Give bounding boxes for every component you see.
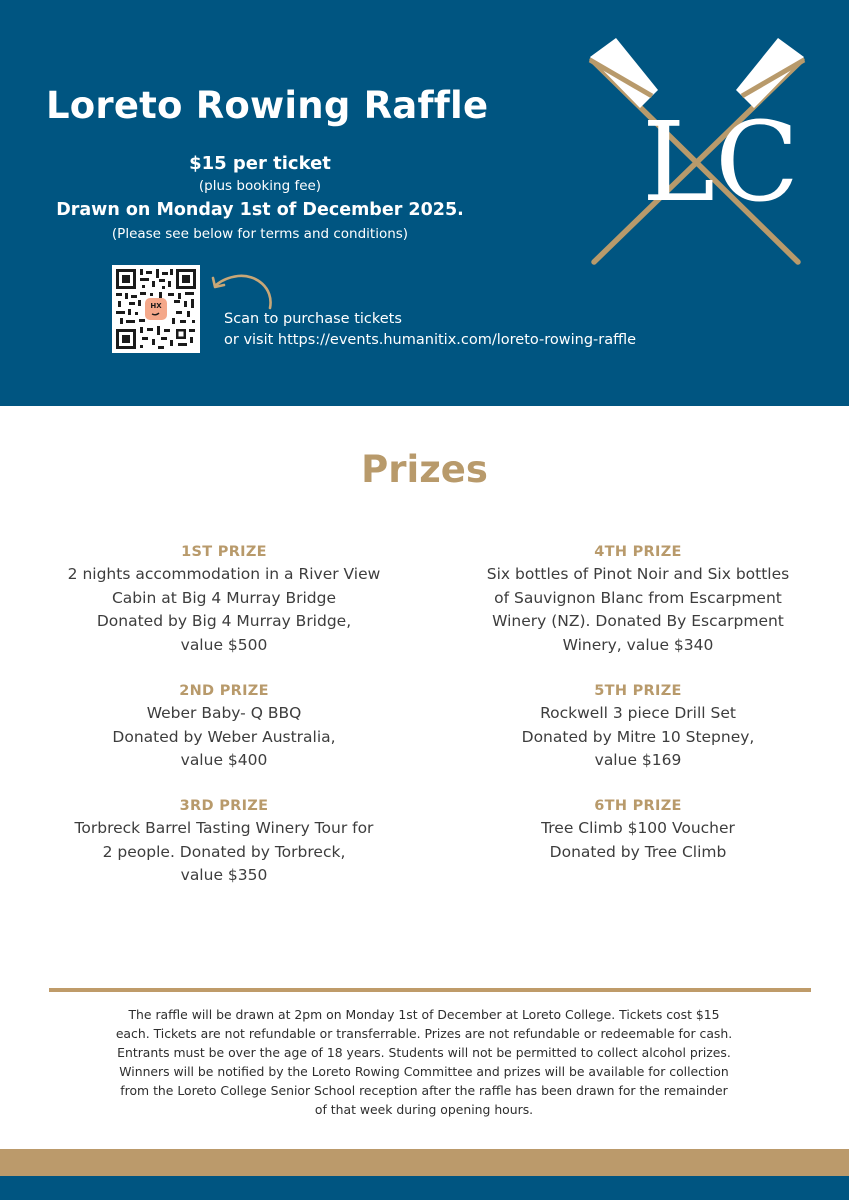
prize-item — [448, 795, 828, 864]
draw-date: Drawn on Monday 1st of December 2025. — [56, 200, 464, 220]
logo-monogram: LC — [642, 98, 800, 226]
prize-description: 2 nights accommodation in a River View Cabin at Big 4 Murray Bridge Donated by Big 4 Murray Bridge, value $500 — [67, 565, 381, 655]
prize-item — [34, 680, 414, 773]
scan-line: Scan to purchase tickets — [224, 311, 402, 327]
prize-description: Weber Baby- Q BBQ Donated by Weber Australia, value $400 — [112, 703, 336, 770]
qr-badge-text: HX — [150, 302, 162, 310]
prizes-column-right — [448, 541, 828, 886]
prize-label: 5TH PRIZE — [594, 682, 682, 699]
prize-label: 4TH PRIZE — [594, 544, 682, 560]
prize-description: Six bottles of Pinot Noir and Six bottles of Sauvignon Blanc from Escarpment Winery (NZ). Donated By Escarpment Winery, value $340 — [486, 565, 790, 655]
prize-item — [34, 795, 414, 888]
prize-description: Torbreck Barrel Tasting Winery Tour for 2 people. Donated by Torbreck, value $350 — [74, 818, 374, 885]
prize-label: 2ND PRIZE — [179, 682, 269, 699]
terms-and-conditions: The raffle will be drawn at 2pm on Monday 1st of December at Loreto College. Tickets cost $15 each. Tickets are not refundable or transferrable. Prizes are not refundable or redeemable for cash. Entrants must be over the age of 18 years. Students will not be permitted to collect alcohol prizes. Winners will be notified by the Loreto Rowing Committee and prizes will be available for collection from the Loreto College Senior School reception after the raffle has been drawn for the remainder of that week during opening hours. — [115, 1007, 733, 1118]
section-divider — [49, 988, 811, 992]
prize-item — [448, 680, 828, 773]
prizes-column-left — [34, 541, 414, 910]
page-title: Loreto Rowing Raffle — [46, 84, 489, 127]
scan-instructions — [224, 309, 636, 351]
curved-arrow-icon — [208, 268, 278, 310]
prize-item — [448, 541, 828, 658]
prize-label: 3RD PRIZE — [179, 797, 269, 814]
prize-label: 6TH PRIZE — [594, 797, 682, 814]
ticket-info — [40, 152, 480, 244]
prize-description: Tree Climb $100 Voucher Donated by Tree Climb — [541, 818, 735, 861]
qr-code[interactable] — [112, 265, 200, 353]
ticket-url-link[interactable]: or visit https://events.humanitix.com/loreto-rowing-raffle — [224, 332, 637, 348]
footer-gold-band — [0, 1149, 849, 1176]
terms-note: (Please see below for terms and conditions) — [111, 226, 409, 242]
header-banner — [0, 0, 849, 406]
qr-code-graphic — [112, 265, 200, 353]
prizes-heading: Prizes — [361, 448, 488, 491]
booking-fee-note: (plus booking fee) — [198, 178, 322, 194]
prize-description: Rockwell 3 piece Drill Set Donated by Mitre 10 Stepney, value $169 — [521, 703, 755, 770]
ticket-price: $15 per ticket — [189, 153, 331, 174]
prize-item — [34, 541, 414, 658]
prize-label: 1ST PRIZE — [181, 544, 267, 560]
loreto-college-oars-logo — [580, 30, 820, 280]
footer-blue-band — [0, 1176, 849, 1200]
